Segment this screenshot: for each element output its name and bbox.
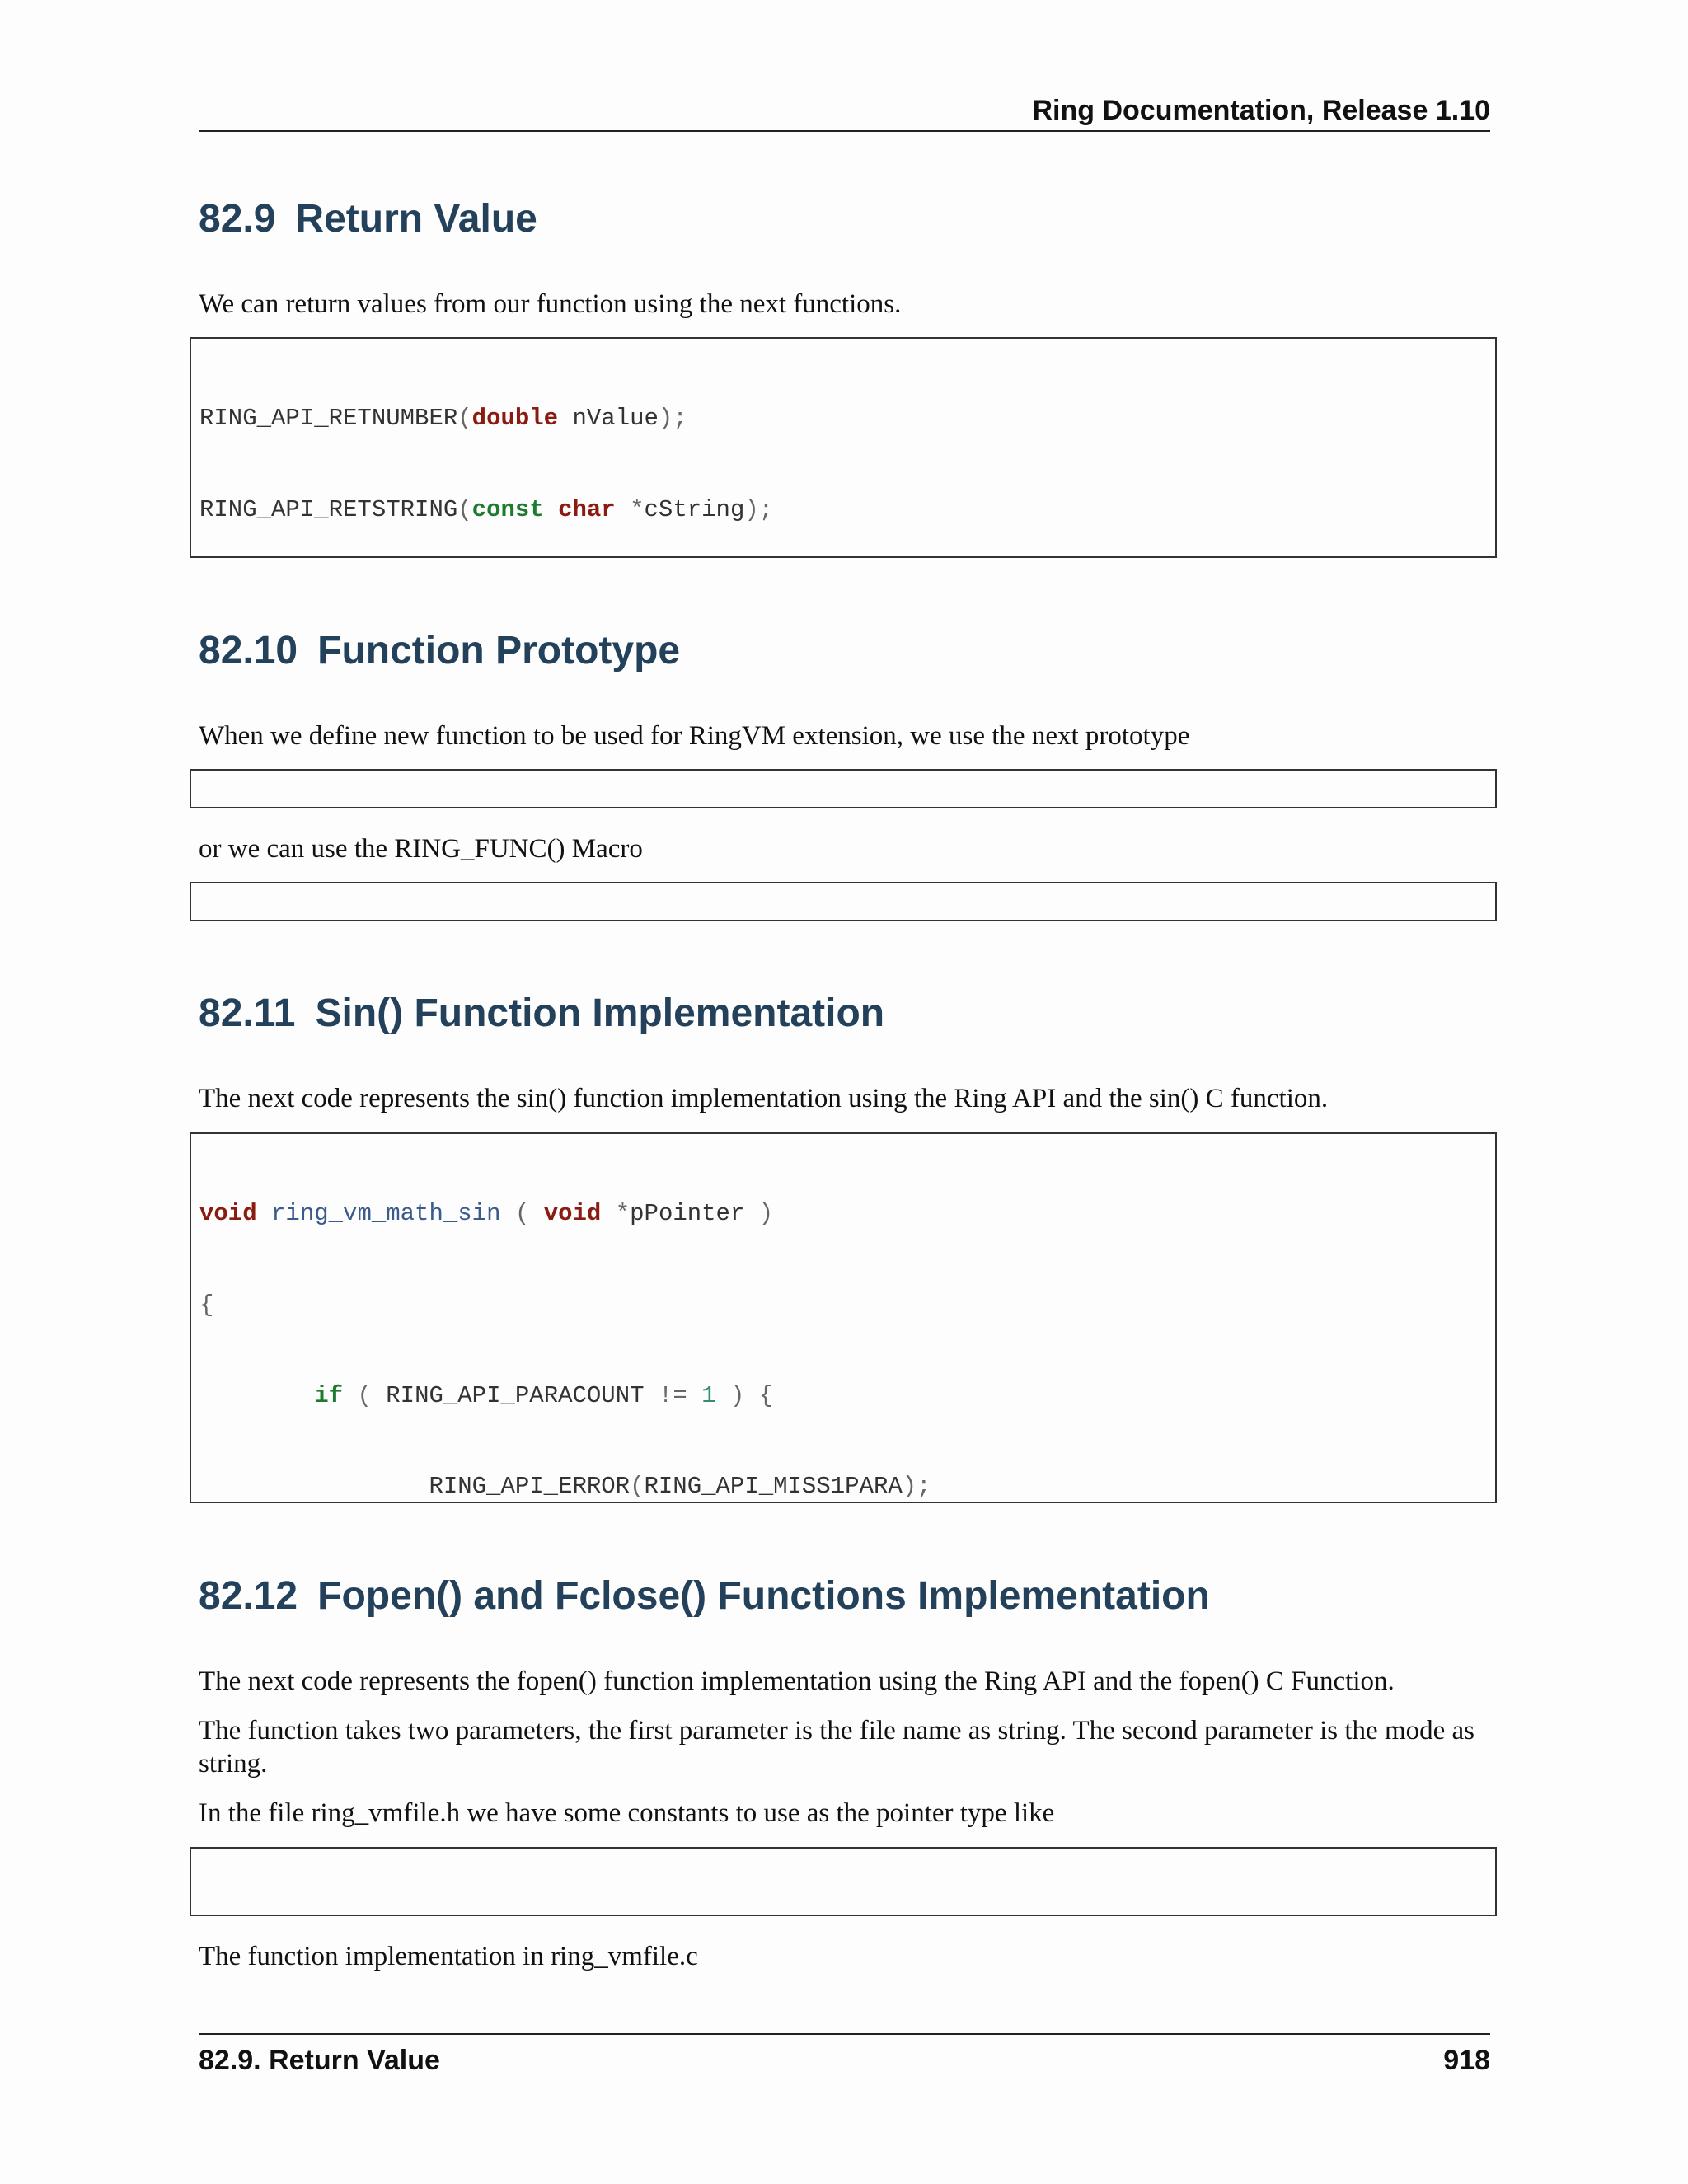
section-title: Fopen() and Fclose() Functions Implementation [317,1574,1210,1618]
code-line: RING_API_RETSTRING(const char *cString); [199,495,774,523]
paragraph: The function takes two parameters, the first parameter is the file name as string. The second parameter is the mode as string. [199,1716,1475,1779]
section-title: Return Value [295,197,537,241]
paragraph: We can return values from our function using the next functions. [199,289,902,319]
code-line: RING_API_ERROR(RING_API_MISS1PARA); [199,1472,931,1500]
paragraph: The function implementation in ring_vmfile.c [199,1942,698,1971]
section-title: Function Prototype [317,629,681,673]
section-number: 82.11 [199,991,296,1035]
section-number: 82.12 [199,1574,298,1618]
section-heading-82-9 [199,194,537,244]
code-line: { [199,1291,214,1319]
code-block-ring-func [190,882,1497,921]
section-heading-82-10 [199,626,680,676]
code-line: if ( RING_API_PARACOUNT != 1 ) { [314,1381,774,1409]
page-number: 918 [1443,2045,1490,2076]
code-line [199,1914,1495,1916]
code-block-defines [190,1847,1497,1916]
paragraph: The next code represents the sin() function implementation using the Ring API and the sin() C function. [199,1084,1329,1113]
code-block-prototype [190,769,1497,808]
code-block-return-value [190,337,1497,558]
running-header: Ring Documentation, Release 1.10 [1032,95,1490,126]
code-line: RING_API_RETNUMBER(double nValue); [199,405,687,433]
code-line: void ring_vm_math_sin ( void *pPointer ) [199,1200,774,1228]
paragraph: The next code represents the fopen() function implementation using the Ring API and the fopen() C Function. [199,1666,1395,1696]
section-heading-82-12 [199,1572,1210,1621]
code-block-sin [190,1132,1497,1503]
section-number: 82.9 [199,197,276,241]
section-heading-82-11 [199,989,884,1038]
footer-rule [199,2033,1490,2035]
section-title: Sin() Function Implementation [315,991,885,1035]
section-number: 82.10 [199,629,298,673]
paragraph: or we can use the RING_FUNC() Macro [199,834,643,864]
paragraph: In the file ring_vmfile.h we have some constants to use as the pointer type like [199,1798,1055,1828]
header-rule [199,130,1490,132]
paragraph: When we define new function to be used for RingVM extension, we use the next prototype [199,721,1190,751]
footer-section-label: 82.9. Return Value [199,2045,440,2076]
